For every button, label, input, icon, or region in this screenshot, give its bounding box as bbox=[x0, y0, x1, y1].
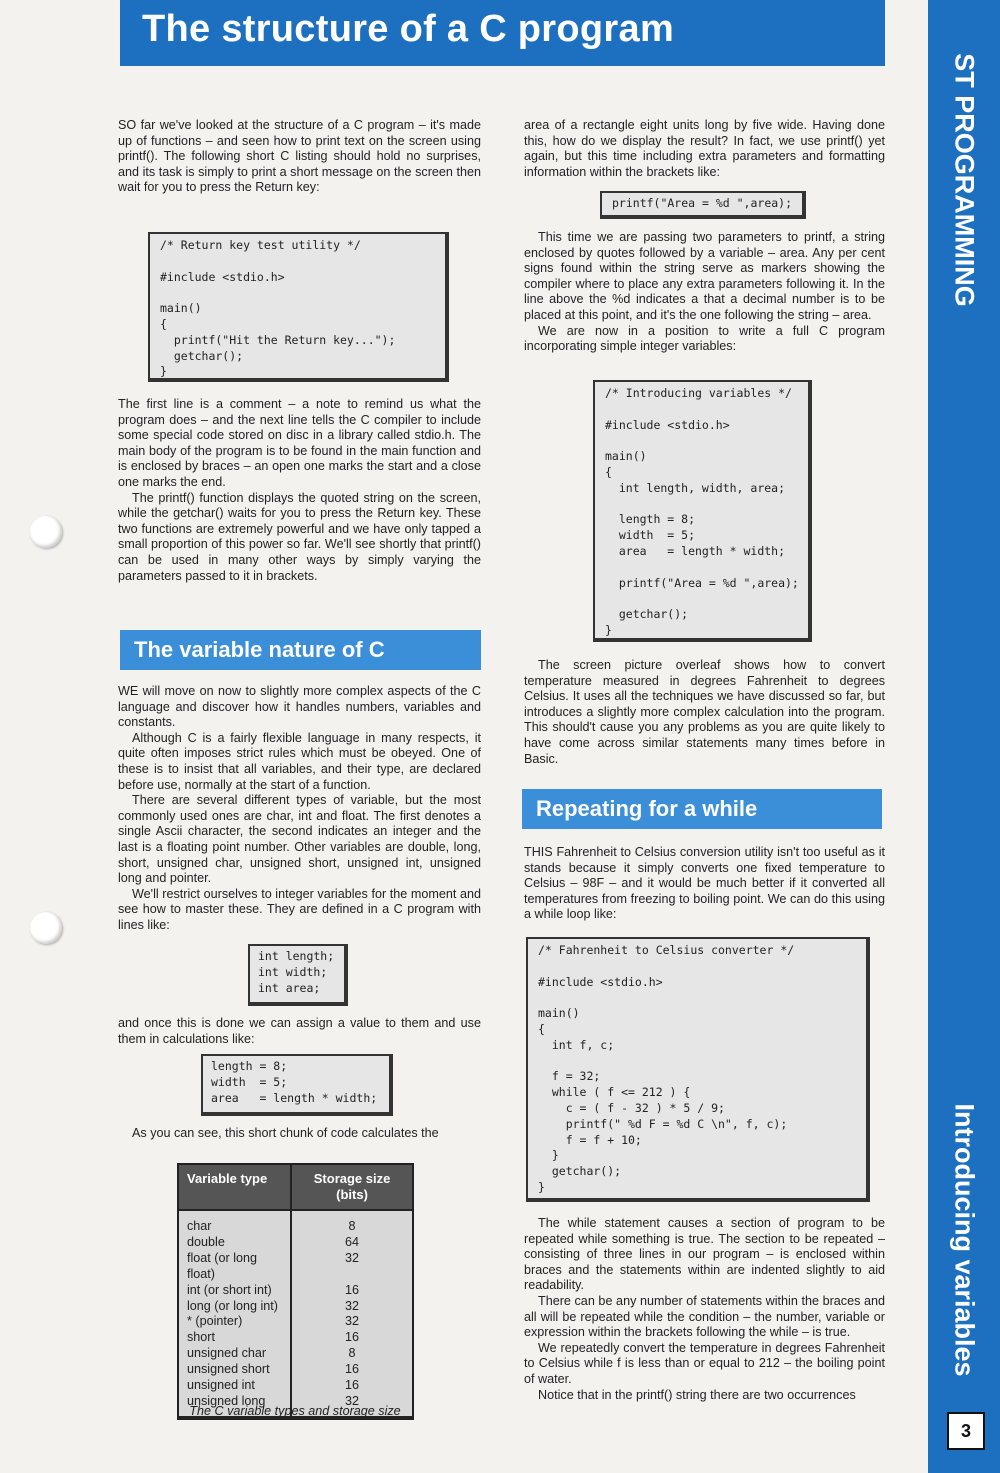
left-body-1 bbox=[118, 397, 481, 584]
page-title: The structure of a C program bbox=[142, 8, 675, 50]
table-row bbox=[178, 1362, 413, 1378]
paragraph: The first line is a comment – a note to remind us what the program does – and the next line tells the C compiler to include some special code stored on disc in a library called stdio.h. The main body of the program is to be found in the main function and is enclosed by braces – an open one marks the start and a close one marks the end. bbox=[118, 397, 481, 489]
size-cell: 8 bbox=[291, 1346, 413, 1362]
size-cell: 32 bbox=[291, 1299, 413, 1315]
size-cell: 8 bbox=[291, 1210, 413, 1235]
table-row bbox=[178, 1283, 413, 1299]
section-label: ST PROGRAMMING bbox=[949, 53, 980, 307]
code-block-return-key: /* Return key test utility */ #include <stdio.h> main() { printf("Hit the Return key..."); getchar(); } bbox=[148, 232, 449, 382]
table-row bbox=[178, 1235, 413, 1251]
type-cell: short bbox=[178, 1330, 291, 1346]
type-cell: long (or long int) bbox=[178, 1299, 291, 1315]
size-cell: 16 bbox=[291, 1378, 413, 1394]
chapter-label: Introducing variables bbox=[949, 1103, 980, 1377]
right-body-1 bbox=[524, 230, 885, 355]
size-cell: 16 bbox=[291, 1362, 413, 1378]
type-cell: * (pointer) bbox=[178, 1314, 291, 1330]
right-body-4 bbox=[524, 1216, 885, 1403]
table-row bbox=[178, 1251, 413, 1283]
size-cell: 16 bbox=[291, 1283, 413, 1299]
title-bar bbox=[120, 0, 885, 66]
binder-hole bbox=[30, 516, 62, 548]
paragraph: area of a rectangle eight units long by five wide. Having done this, how do we display the result? In fact, we use printf() yet again, but this time including extra parameters and formatting information within the brackets like: bbox=[524, 118, 885, 179]
paragraph: We repeatedly convert the temperature in degrees Fahrenheit to Celsius while f is less than or equal to 212 – the boiling point of water. bbox=[524, 1340, 885, 1386]
left-body-2 bbox=[118, 684, 481, 934]
type-cell: int (or short int) bbox=[178, 1283, 291, 1299]
code-block-introducing-variables: /* Introducing variables */ #include <stdio.h> main() { int length, width, area; length = 8; width = 5; area = length * width; printf("Area = %d ",area); getchar(); } bbox=[593, 380, 812, 642]
header-storage-size: Storage size (bits) bbox=[291, 1164, 413, 1210]
code-block-assignments: length = 8; width = 5; area = length * width; bbox=[201, 1054, 393, 1116]
paragraph: This time we are passing two parameters to printf, a string enclosed by quotes followed by a variable – area. Any per cent signs found within the string serve as markers showing the compiler where to place any extra parameters following it. In the line above the %d indicates a that a decimal number is to be placed at this point, and it's the one following the string – area. bbox=[524, 230, 885, 322]
paragraph: The while statement causes a section of program to be repeated while something is true. The section to be repeated – consisting of three lines in our program – is enclosed within braces and the statements within are indented slightly to aid readability. bbox=[524, 1216, 885, 1293]
paragraph: As you can see, this short chunk of code calculates the bbox=[132, 1126, 439, 1140]
paragraph: WE will move on now to slightly more complex aspects of the C language and discover how it handles numbers, variables and constants. bbox=[118, 684, 481, 730]
type-cell: unsigned long bbox=[178, 1394, 291, 1418]
table-caption: The C variable types and storage size bbox=[189, 1404, 401, 1418]
paragraph: Notice that in the printf() string there are two occurrences bbox=[538, 1387, 856, 1402]
binder-hole bbox=[30, 912, 62, 944]
left-intro bbox=[118, 118, 481, 196]
variable-types-table bbox=[177, 1163, 414, 1420]
paragraph: The printf() function displays the quoted string on the screen, while the getchar() waits for you to press the Return key. These two functions are extremely powerful and we have only tapped a small proportion of this power so far. We'll see shortly that printf() can be used in many other ways by simply varying the parameters passed to it in brackets. bbox=[118, 490, 481, 583]
type-cell: char bbox=[178, 1210, 291, 1235]
paragraph: We'll restrict ourselves to integer variables for the moment and see how to master these. They are defined in a C program with lines like: bbox=[118, 886, 481, 932]
left-body-4 bbox=[118, 1126, 481, 1142]
right-body-3 bbox=[524, 845, 885, 923]
paragraph: There are several different types of variable, but the most commonly used ones are char, int and float. The first denotes a single Ascii character, the second indicates an integer and the last is a floating point number. Other variables are double, long, short, unsigned char, unsigned short, unsigned int, unsigned long and pointer. bbox=[118, 793, 481, 886]
type-cell: float (or long float) bbox=[178, 1251, 291, 1283]
table-header-row bbox=[178, 1164, 413, 1210]
paragraph: We are now in a position to write a full C program incorporating simple integer variables: bbox=[524, 323, 885, 354]
size-cell: 32 bbox=[291, 1394, 413, 1418]
type-cell: unsigned short bbox=[178, 1362, 291, 1378]
paragraph: Although C is a fairly flexible language in many respects, it quite often imposes strict rules which must be obeyed. One of these is to insist that all variables, and their type, are declared before use, normally at the start of a function. bbox=[118, 730, 481, 792]
table-row bbox=[178, 1346, 413, 1362]
type-cell: unsigned int bbox=[178, 1378, 291, 1394]
header-variable-type: Variable type bbox=[178, 1164, 291, 1210]
paragraph: SO far we've looked at the structure of a C program – it's made up of functions – and seen how to print text on the screen using printf(). The following short C listing should hold no surprises, and its task is simply to print a short message on the screen then wait for you to press the Return key: bbox=[118, 118, 481, 195]
section-heading-while: Repeating for a while bbox=[522, 789, 882, 829]
page-number: 3 bbox=[947, 1412, 985, 1450]
type-cell: unsigned char bbox=[178, 1346, 291, 1362]
code-block-fahrenheit-converter: /* Fahrenheit to Celsius converter */ #include <stdio.h> main() { int f, c; f = 32; while ( f <= 212 ) { c = ( f - 32 ) * 5 / 9; printf(" %d F = %d C \n", f, c); f = f + 10; } getchar(); } bbox=[526, 937, 870, 1202]
type-cell: double bbox=[178, 1235, 291, 1251]
table-row bbox=[178, 1299, 413, 1315]
table-row bbox=[178, 1378, 413, 1394]
paragraph: and once this is done we can assign a value to them and use them in calculations like: bbox=[118, 1016, 481, 1046]
size-cell: 32 bbox=[291, 1314, 413, 1330]
paragraph: The screen picture overleaf shows how to convert temperature measured in degrees Fahrenheit to degrees Celsius. It uses all the techniques we have discussed so far, but introduces a slightly more complex calculation into the program. This should't cause you any problems as you are quite likely to have come across similar statements many times before in Basic. bbox=[524, 658, 885, 766]
right-body-2 bbox=[524, 658, 885, 767]
code-block-declarations: int length; int width; int area; bbox=[248, 944, 348, 1006]
size-cell: 32 bbox=[291, 1251, 413, 1283]
size-cell: 64 bbox=[291, 1235, 413, 1251]
right-intro bbox=[524, 118, 885, 180]
size-cell: 16 bbox=[291, 1330, 413, 1346]
paragraph: There can be any number of statements within the braces and all will be repeated while the condition – the number, variable or expression within the brackets following the while – is true. bbox=[524, 1293, 885, 1340]
left-body-3 bbox=[118, 1016, 481, 1047]
section-heading-variables: The variable nature of C bbox=[120, 630, 481, 670]
code-block-printf-area: printf("Area = %d ",area); bbox=[600, 191, 806, 219]
table-row bbox=[178, 1330, 413, 1346]
table-row bbox=[178, 1314, 413, 1330]
paragraph: THIS Fahrenheit to Celsius conversion utility isn't too useful as it stands because it simply converts one fixed temperature to Celsius – 98F – and it would be much better if it converted all temperatures from freezing to boiling point. We can do this using a while loop like: bbox=[524, 845, 885, 922]
table-row bbox=[178, 1210, 413, 1235]
